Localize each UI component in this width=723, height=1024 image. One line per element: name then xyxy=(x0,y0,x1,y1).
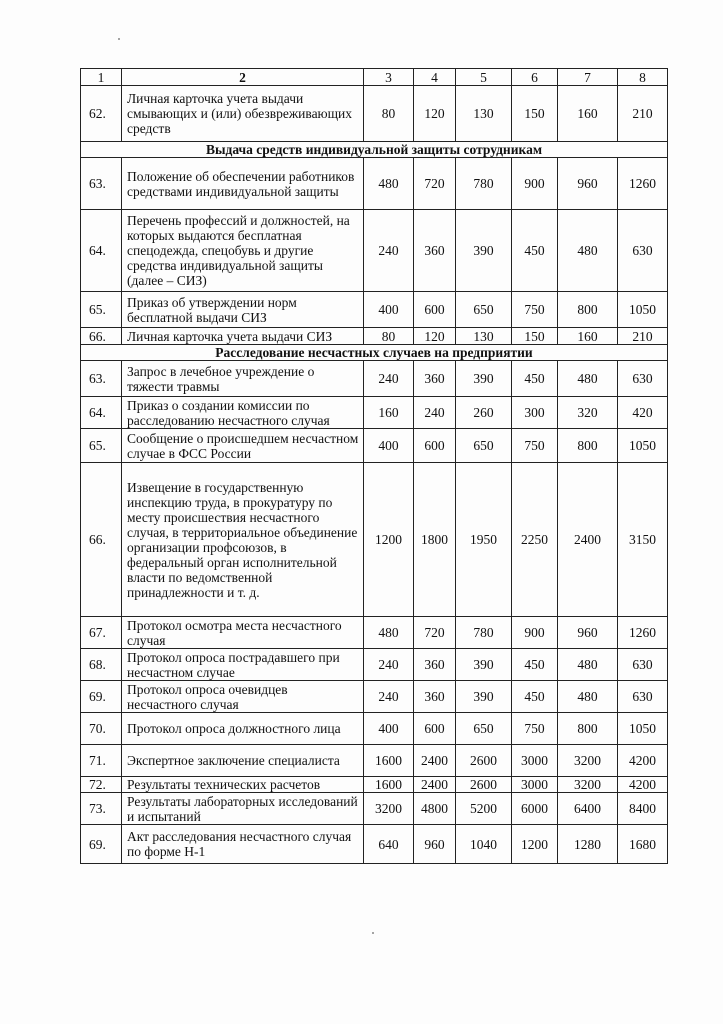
document-name: Приказ о создании комиссии по расследованию несчастного случая xyxy=(122,397,364,429)
price-cell: 720 xyxy=(414,158,456,210)
header-cell: 5 xyxy=(456,69,512,86)
price-cell: 630 xyxy=(618,361,668,397)
price-cell: 480 xyxy=(364,158,414,210)
price-cell: 780 xyxy=(456,617,512,649)
price-cell: 2400 xyxy=(414,745,456,777)
section-heading-row xyxy=(81,142,668,158)
table-row xyxy=(81,328,668,345)
price-cell: 480 xyxy=(558,649,618,681)
table-row xyxy=(81,777,668,793)
table-row xyxy=(81,793,668,825)
price-cell: 1200 xyxy=(512,825,558,864)
table-row xyxy=(81,825,668,864)
price-cell: 480 xyxy=(558,210,618,292)
price-cell: 480 xyxy=(558,361,618,397)
header-cell: 8 xyxy=(618,69,668,86)
price-cell: 240 xyxy=(414,397,456,429)
document-name: Протокол опроса очевидцев несчастного случая xyxy=(122,681,364,713)
price-cell: 450 xyxy=(512,361,558,397)
price-cell: 390 xyxy=(456,649,512,681)
price-table xyxy=(80,68,668,864)
price-cell: 360 xyxy=(414,649,456,681)
row-number: 70. xyxy=(81,713,122,745)
price-cell: 650 xyxy=(456,429,512,463)
table-row xyxy=(81,745,668,777)
price-cell: 1050 xyxy=(618,429,668,463)
table-row xyxy=(81,463,668,617)
table-row xyxy=(81,210,668,292)
price-cell: 80 xyxy=(364,86,414,142)
price-cell: 1260 xyxy=(618,158,668,210)
price-cell: 1950 xyxy=(456,463,512,617)
price-cell: 720 xyxy=(414,617,456,649)
price-cell: 120 xyxy=(414,328,456,345)
price-cell: 1800 xyxy=(414,463,456,617)
price-cell: 1260 xyxy=(618,617,668,649)
row-number: 64. xyxy=(81,397,122,429)
price-cell: 600 xyxy=(414,713,456,745)
row-number: 64. xyxy=(81,210,122,292)
row-number: 67. xyxy=(81,617,122,649)
price-cell: 150 xyxy=(512,328,558,345)
price-cell: 900 xyxy=(512,158,558,210)
document-name: Сообщение о происшедшем несчастном случае в ФСС России xyxy=(122,429,364,463)
price-cell: 1050 xyxy=(618,713,668,745)
price-cell: 240 xyxy=(364,210,414,292)
price-cell: 3150 xyxy=(618,463,668,617)
row-number: 63. xyxy=(81,158,122,210)
section-heading: Расследование несчастных случаев на предприятии xyxy=(81,345,668,361)
price-cell: 630 xyxy=(618,681,668,713)
price-cell: 4200 xyxy=(618,777,668,793)
row-number: 73. xyxy=(81,793,122,825)
price-cell: 3200 xyxy=(364,793,414,825)
table-row xyxy=(81,397,668,429)
price-cell: 750 xyxy=(512,429,558,463)
price-cell: 300 xyxy=(512,397,558,429)
price-cell: 480 xyxy=(364,617,414,649)
document-name: Протокол осмотра места несчастного случая xyxy=(122,617,364,649)
price-cell: 160 xyxy=(364,397,414,429)
price-cell: 630 xyxy=(618,649,668,681)
price-cell: 750 xyxy=(512,713,558,745)
table-row xyxy=(81,617,668,649)
price-cell: 320 xyxy=(558,397,618,429)
price-cell: 240 xyxy=(364,361,414,397)
price-cell: 360 xyxy=(414,210,456,292)
section-heading: Выдача средств индивидуальной защиты сотрудникам xyxy=(81,142,668,158)
price-cell: 3200 xyxy=(558,745,618,777)
header-cell: 7 xyxy=(558,69,618,86)
price-cell: 390 xyxy=(456,210,512,292)
document-name: Извещение в государственную инспекцию труда, в прокуратуру по месту происшествия несчастного случая, в территориальное объединение организации профсоюзов, в федеральный орган исполнительной власти по ведомственной принадлежности и т. д. xyxy=(122,463,364,617)
document-name: Перечень профессий и должностей, на которых выдаются бесплатная спецодежда, спецобувь и другие средства индивидуальной защиты (далее – СИЗ) xyxy=(122,210,364,292)
document-name: Личная карточка учета выдачи СИЗ xyxy=(122,328,364,345)
price-cell: 420 xyxy=(618,397,668,429)
document-name: Результаты технических расчетов xyxy=(122,777,364,793)
price-cell: 2400 xyxy=(414,777,456,793)
price-cell: 6000 xyxy=(512,793,558,825)
price-cell: 4800 xyxy=(414,793,456,825)
table-row xyxy=(81,292,668,328)
price-cell: 2250 xyxy=(512,463,558,617)
price-cell: 360 xyxy=(414,681,456,713)
document-name: Акт расследования несчастного случая по форме Н-1 xyxy=(122,825,364,864)
table-row xyxy=(81,713,668,745)
price-cell: 210 xyxy=(618,86,668,142)
price-cell: 650 xyxy=(456,292,512,328)
document-name: Протокол опроса должностного лица xyxy=(122,713,364,745)
price-cell: 1050 xyxy=(618,292,668,328)
document-name: Приказ об утверждении норм бесплатной выдачи СИЗ xyxy=(122,292,364,328)
document-name: Личная карточка учета выдачи смывающих и (или) обезвреживающих средств xyxy=(122,86,364,142)
document-name: Протокол опроса пострадавшего при несчастном случае xyxy=(122,649,364,681)
price-cell: 1600 xyxy=(364,745,414,777)
price-cell: 130 xyxy=(456,328,512,345)
header-cell: 2 xyxy=(122,69,364,86)
header-cell: 6 xyxy=(512,69,558,86)
document-name: Положение об обеспечении работников средствами индивидуальной защиты xyxy=(122,158,364,210)
section-heading-row xyxy=(81,345,668,361)
price-cell: 390 xyxy=(456,361,512,397)
price-cell: 2600 xyxy=(456,777,512,793)
price-cell: 450 xyxy=(512,681,558,713)
row-number: 63. xyxy=(81,361,122,397)
table-row xyxy=(81,681,668,713)
row-number: 72. xyxy=(81,777,122,793)
document-name: Запрос в лечебное учреждение о тяжести травмы xyxy=(122,361,364,397)
row-number: 69. xyxy=(81,825,122,864)
price-cell: 450 xyxy=(512,210,558,292)
price-cell: 240 xyxy=(364,649,414,681)
table-row xyxy=(81,649,668,681)
price-cell: 800 xyxy=(558,713,618,745)
price-cell: 4200 xyxy=(618,745,668,777)
row-number: 71. xyxy=(81,745,122,777)
price-cell: 160 xyxy=(558,328,618,345)
price-cell: 640 xyxy=(364,825,414,864)
price-cell: 3000 xyxy=(512,745,558,777)
price-cell: 900 xyxy=(512,617,558,649)
scan-speck xyxy=(118,38,120,40)
price-cell: 390 xyxy=(456,681,512,713)
price-cell: 600 xyxy=(414,429,456,463)
header-cell: 3 xyxy=(364,69,414,86)
row-number: 69. xyxy=(81,681,122,713)
price-cell: 1040 xyxy=(456,825,512,864)
price-cell: 1680 xyxy=(618,825,668,864)
price-cell: 750 xyxy=(512,292,558,328)
price-cell: 1200 xyxy=(364,463,414,617)
price-cell: 400 xyxy=(364,429,414,463)
price-cell: 80 xyxy=(364,328,414,345)
scan-speck xyxy=(372,932,374,934)
price-cell: 120 xyxy=(414,86,456,142)
price-cell: 8400 xyxy=(618,793,668,825)
price-cell: 400 xyxy=(364,713,414,745)
price-cell: 450 xyxy=(512,649,558,681)
price-cell: 3200 xyxy=(558,777,618,793)
price-cell: 960 xyxy=(414,825,456,864)
price-cell: 960 xyxy=(558,158,618,210)
price-cell: 480 xyxy=(558,681,618,713)
price-cell: 780 xyxy=(456,158,512,210)
price-cell: 800 xyxy=(558,292,618,328)
row-number: 62. xyxy=(81,86,122,142)
row-number: 65. xyxy=(81,429,122,463)
row-number: 65. xyxy=(81,292,122,328)
price-cell: 1280 xyxy=(558,825,618,864)
header-row xyxy=(81,69,668,86)
table-row xyxy=(81,361,668,397)
price-cell: 240 xyxy=(364,681,414,713)
price-cell: 260 xyxy=(456,397,512,429)
price-cell: 400 xyxy=(364,292,414,328)
header-cell: 1 xyxy=(81,69,122,86)
table-row xyxy=(81,86,668,142)
price-cell: 2400 xyxy=(558,463,618,617)
price-cell: 130 xyxy=(456,86,512,142)
header-cell: 4 xyxy=(414,69,456,86)
row-number: 66. xyxy=(81,463,122,617)
row-number: 66. xyxy=(81,328,122,345)
price-cell: 800 xyxy=(558,429,618,463)
price-cell: 650 xyxy=(456,713,512,745)
price-cell: 600 xyxy=(414,292,456,328)
price-cell: 360 xyxy=(414,361,456,397)
price-cell: 960 xyxy=(558,617,618,649)
price-cell: 1600 xyxy=(364,777,414,793)
price-cell: 210 xyxy=(618,328,668,345)
price-cell: 150 xyxy=(512,86,558,142)
price-cell: 2600 xyxy=(456,745,512,777)
price-cell: 6400 xyxy=(558,793,618,825)
document-name: Экспертное заключение специалиста xyxy=(122,745,364,777)
price-cell: 3000 xyxy=(512,777,558,793)
document-name: Результаты лабораторных исследований и испытаний xyxy=(122,793,364,825)
row-number: 68. xyxy=(81,649,122,681)
price-cell: 5200 xyxy=(456,793,512,825)
price-cell: 630 xyxy=(618,210,668,292)
price-cell: 160 xyxy=(558,86,618,142)
table-row xyxy=(81,158,668,210)
table-row xyxy=(81,429,668,463)
